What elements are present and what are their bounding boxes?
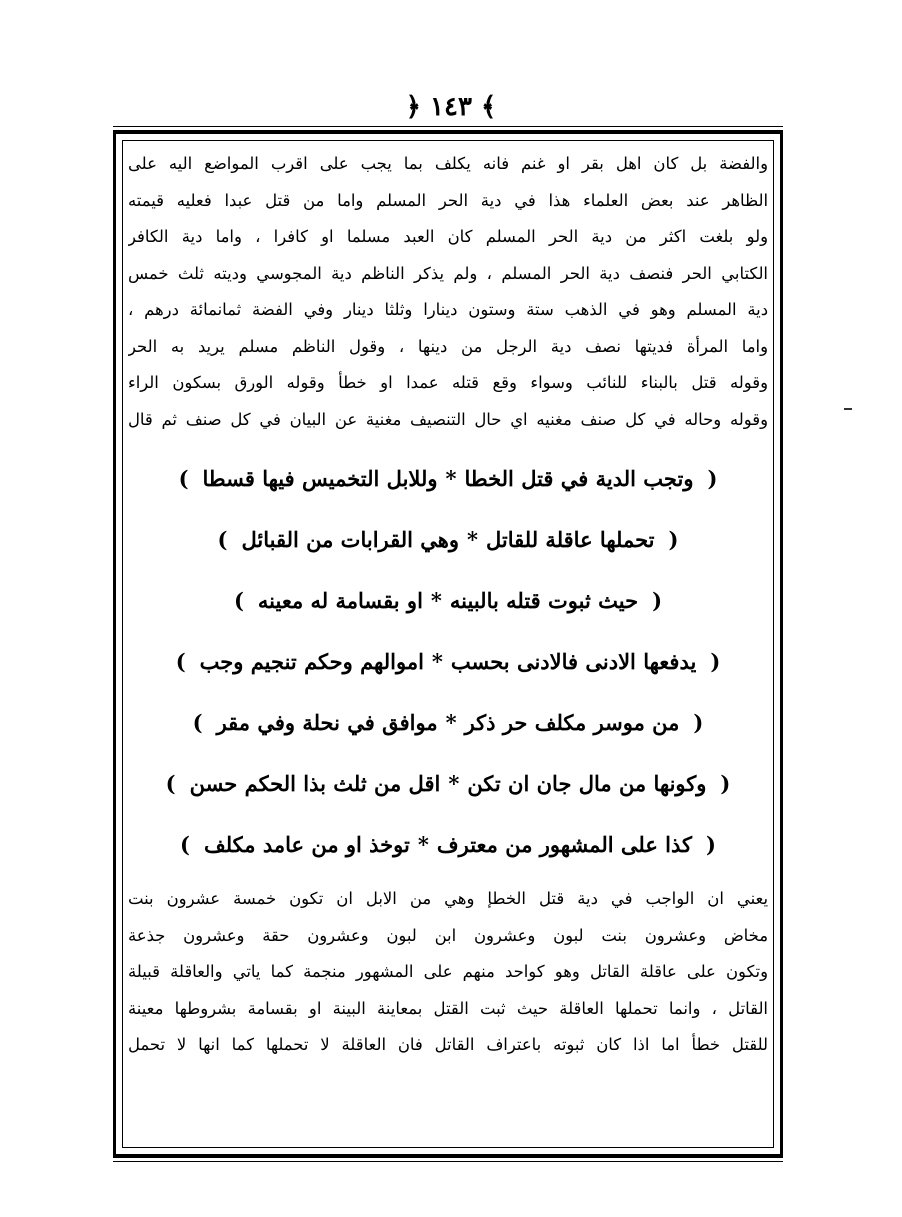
text-line: للقتل خطأ اما اذا كان ثبوته باعتراف القاتل فان العاقلة لا تحملها كما انها لا تحمل bbox=[128, 1035, 768, 1054]
verse-hemistich-second: اقل من ثلث بذا الحكم حسن bbox=[189, 771, 441, 796]
frame-bottom-rule bbox=[113, 1161, 783, 1162]
verse-paren-open: ( bbox=[720, 771, 731, 796]
verse-paren-close: ) bbox=[175, 649, 186, 674]
verse-hemistich-second: وللابل التخميس فيها قسطا bbox=[202, 466, 438, 491]
verse-paren-close: ) bbox=[217, 527, 228, 552]
verse-paren-close: ) bbox=[192, 710, 203, 735]
verse-hemistich-second: توخذ او من عامد مكلف bbox=[203, 832, 410, 857]
verse-hemistich-second: اموالهم وحكم تنجيم وجب bbox=[199, 649, 424, 674]
text-line: الظاهر عند بعض العلماء هذا في دية الحر المسلم واما من قتل عبدا فعليه قيمته bbox=[128, 190, 768, 210]
verse-hemistich-first: وتجب الدية في قتل الخطا bbox=[464, 466, 694, 491]
verse-line bbox=[128, 570, 768, 631]
text-line: واما المرأة فديتها نصف دية الرجل من دينها ، وقول الناظم مسلم يريد به الحر bbox=[128, 336, 768, 356]
verse-star: * bbox=[445, 466, 457, 491]
verse-line bbox=[128, 448, 768, 509]
verse-hemistich-second: موافق في نحلة وفي مقر bbox=[216, 710, 438, 735]
verse-line bbox=[128, 631, 768, 692]
text-line: يعني ان الواجب في دية قتل الخطإ وهي من الابل ان تكون خمسة عشرون بنت bbox=[128, 889, 768, 908]
verse-paren-close: ) bbox=[233, 588, 244, 613]
verse-star: * bbox=[448, 771, 460, 796]
verse-star: * bbox=[431, 649, 443, 674]
page-number: ﴿ ١٤٣ ﴾ bbox=[405, 92, 497, 122]
verse-line bbox=[128, 692, 768, 753]
commentary-paragraph-1 bbox=[128, 146, 768, 438]
verse-line bbox=[128, 753, 768, 814]
verse-star: * bbox=[445, 710, 457, 735]
verse-star: * bbox=[417, 832, 429, 857]
verse-paren-open: ( bbox=[706, 832, 716, 857]
verse-paren-close: ) bbox=[178, 466, 189, 491]
poem-verses bbox=[128, 448, 768, 875]
page-content bbox=[128, 146, 768, 1064]
verse-paren-open: ( bbox=[710, 649, 721, 674]
text-line: والفضة بل كان اهل بقر او غنم فانه يكلف بما يجب على اقرب المواضع اليه على bbox=[128, 154, 768, 173]
verse-line bbox=[128, 814, 768, 875]
verse-paren-open: ( bbox=[652, 588, 663, 613]
text-line: ولو بلغت اكثر من دية الحر المسلم كان العبد مسلما او كافرا ، واما دية الكافر bbox=[128, 227, 768, 246]
verse-line bbox=[128, 509, 768, 570]
verse-paren-open: ( bbox=[707, 466, 718, 491]
text-line: دية المسلم وهو في الذهب ستة وستون دينارا وثلثا دينار وفي الفضة ثمانمائة درهم ، bbox=[128, 300, 768, 319]
margin-mark bbox=[844, 408, 852, 410]
verse-hemistich-second: او بقسامة له معينه bbox=[257, 588, 423, 613]
verse-paren-close: ) bbox=[165, 771, 176, 796]
verse-hemistich-first: تحملها عاقلة للقاتل bbox=[486, 527, 655, 552]
verse-hemistich-first: يدفعها الادنى فالادنى بحسب bbox=[450, 649, 697, 674]
verse-hemistich-first: حيث ثبوت قتله بالبينه bbox=[449, 588, 639, 613]
verse-star: * bbox=[467, 527, 478, 552]
text-line: مخاض وعشرون بنت لبون وعشرون ابن لبون وعشرون حقة وعشرون جذعة bbox=[128, 925, 768, 945]
commentary-paragraph-2 bbox=[128, 881, 768, 1064]
verse-hemistich-second: وهي القرابات من القبائل bbox=[241, 527, 460, 552]
text-line: القاتل ، وانما تحملها العاقلة حيث ثبت القتل بمعاينة البينة او بقسامة بشروطها معينة bbox=[128, 998, 768, 1018]
verse-hemistich-first: كذا على المشهور من معترف bbox=[436, 832, 693, 857]
verse-paren-close: ) bbox=[180, 832, 190, 857]
text-line: وقوله قتل بالبناء للنائب وسواء وقع قتله عمدا او خطأ وقوله الورق بسكون الراء bbox=[128, 373, 768, 392]
verse-paren-open: ( bbox=[693, 710, 704, 735]
text-line: وتكون على عاقلة القاتل وهو كواحد منهم على المشهور منجمة كما ياتي والعاقلة قبيلة bbox=[128, 962, 768, 981]
verse-hemistich-first: وكونها من مال جان ان تكن bbox=[467, 771, 707, 796]
text-line: وقوله وحاله في كل صنف مغنيه اي حال التنصيف مغنية عن البيان في كل صنف ثم قال bbox=[128, 409, 768, 429]
frame-top-rule bbox=[113, 126, 783, 127]
text-line: الكتابي الحر فنصف دية الحر المسلم ، ولم يذكر الناظم دية المجوسي وديته ثلث خمس bbox=[128, 263, 768, 283]
verse-hemistich-first: من موسر مكلف حر ذكر bbox=[464, 710, 680, 735]
verse-star: * bbox=[430, 588, 442, 613]
verse-paren-open: ( bbox=[668, 527, 679, 552]
